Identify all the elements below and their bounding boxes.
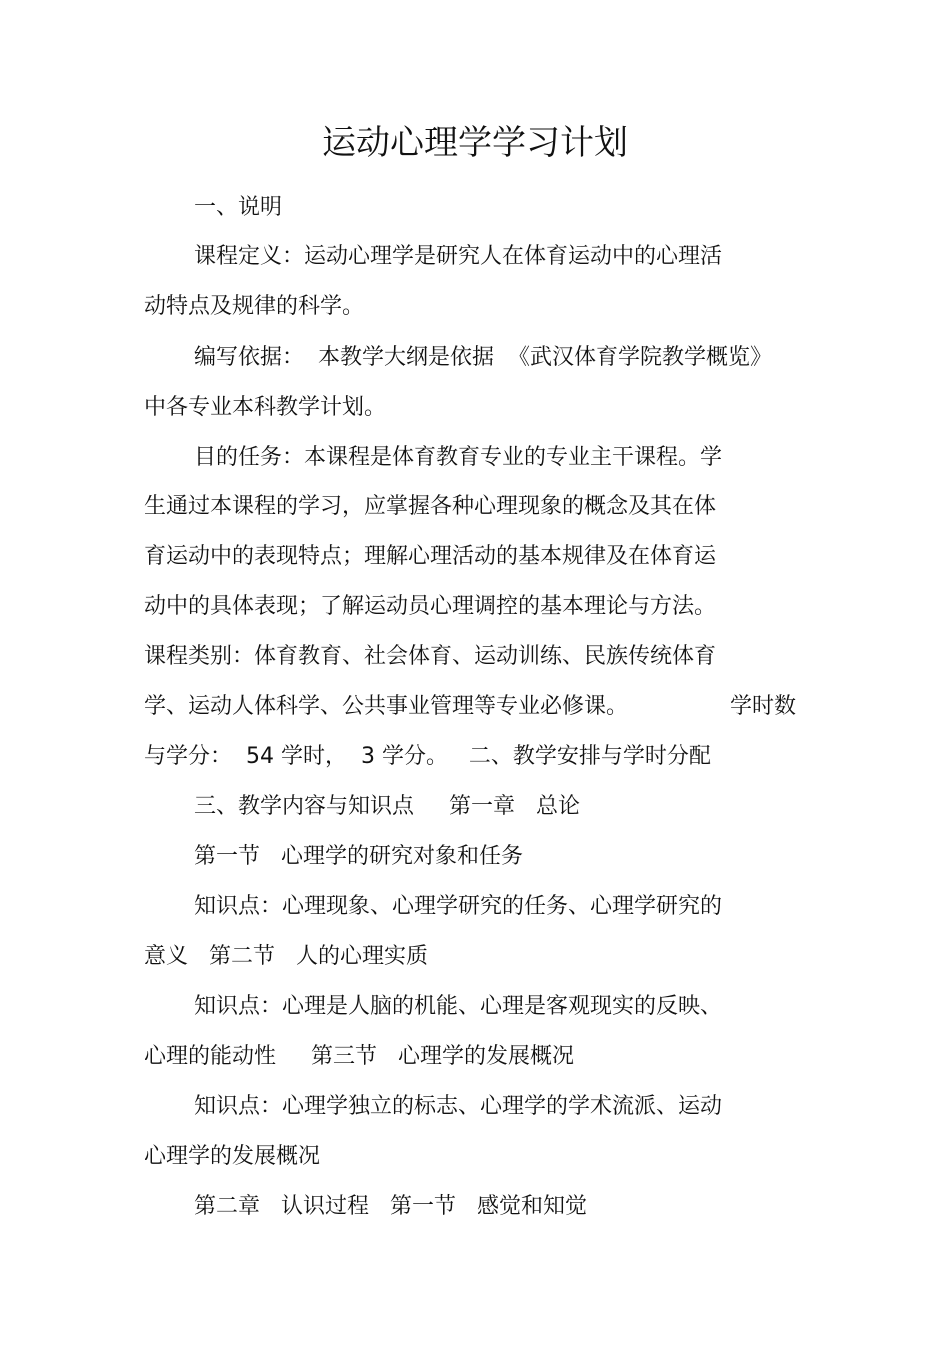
paragraph-line: 学、运动人体科学、公共事业管理等专业必修课。 — [144, 694, 629, 719]
paragraph-line: 知识点：心理学独立的标志、心理学的学术流派、运动 — [194, 1094, 723, 1119]
paragraph-line: 课程类别：体育教育、社会体育、运动训练、民族传统体育 — [144, 644, 717, 669]
paragraph-line: 知识点：心理是人脑的机能、心理是客观现实的反映、 — [194, 994, 723, 1019]
paragraph-line: 课程定义：运动心理学是研究人在体育运动中的心理活 — [194, 244, 723, 269]
paragraph-line: 编写依据： 本教学大纲是依据 《武汉体育学院教学概览》 — [194, 345, 772, 370]
document-title: 运动心理学学习计划 — [322, 123, 628, 163]
section-heading-content: 三、教学内容与知识点 第一章 总论 — [194, 794, 580, 819]
paragraph-line: 目的任务：本课程是体育教育专业的专业主干课程。学 — [194, 445, 723, 470]
paragraph-line: 知识点：心理现象、心理学研究的任务、心理学研究的 — [194, 894, 723, 919]
paragraph-line: 第二章 认识过程 第一节 感觉和知觉 — [194, 1194, 587, 1219]
paragraph-line: 心理的能动性 第三节 心理学的发展概况 — [144, 1044, 574, 1069]
paragraph-line: 心理学的发展概况 — [144, 1144, 321, 1169]
paragraph-line: 意义 第二节 人的心理实质 — [144, 944, 428, 969]
paragraph-line: 生通过本课程的学习，应掌握各种心理现象的概念及其在体 — [144, 494, 717, 519]
paragraph-line: 中各专业本科教学计划。 — [144, 395, 387, 420]
paragraph-line: 第一节 心理学的研究对象和任务 — [194, 844, 523, 869]
paragraph-line: 动特点及规律的科学。 — [144, 294, 365, 319]
paragraph-line: 育运动中的表现特点；理解心理活动的基本规律及在体育运 — [144, 544, 717, 569]
paragraph-line: 与学分： 54 学时， 3 学分。 二、教学安排与学时分配 — [144, 744, 711, 769]
paragraph-line: 动中的具体表现；了解运动员心理调控的基本理论与方法。 — [144, 594, 717, 619]
section-heading-explanation: 一、说明 — [194, 195, 283, 220]
paragraph-line: 学时数 — [730, 694, 797, 719]
